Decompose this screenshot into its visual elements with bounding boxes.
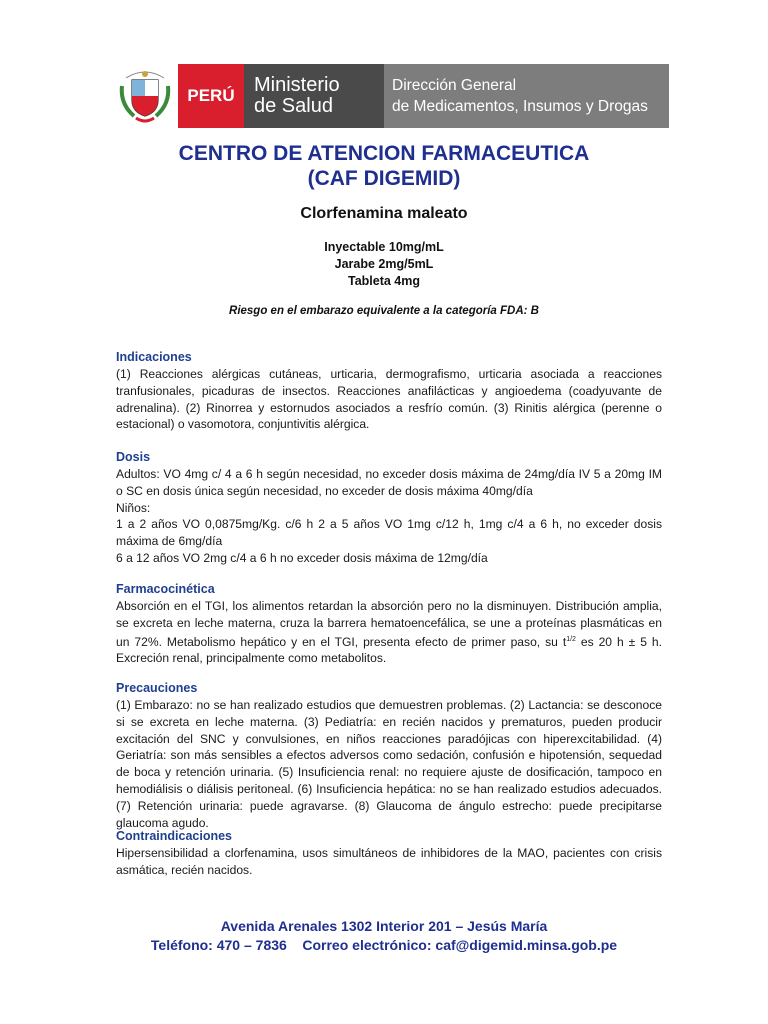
section-farmacocinetica [116, 582, 662, 667]
half-life-superscript: 1/2 [566, 635, 576, 643]
dosage-forms [0, 239, 768, 290]
digemid-label [384, 64, 669, 128]
section-body: (1) Reacciones alérgicas cutáneas, urticaria, dermografismo, urticaria asociada a reacciones tranfusionales, picaduras de insectos. Reacciones anafilácticas y angioedema (coadyuvante de adrenalina). (2) Rinorrea y estornudos asociados a resfrío común. (3) Rinitis alérgica (perenne o estacional) o vasomotora, conjuntivitis alérgica. [116, 367, 662, 432]
dosage-form-item: Inyectable 10mg/mL [324, 240, 444, 254]
section-title: Indicaciones [116, 350, 192, 364]
section-body [116, 466, 662, 567]
digemid-line2: de Medicamentos, Insumos y Drogas [392, 98, 648, 115]
ministerio-line1: Ministerio [254, 74, 340, 96]
ministerio-line2: de Salud [254, 95, 333, 117]
header-banner [112, 64, 669, 128]
footer-address: Avenida Arenales 1302 Interior 201 – Jesús María [220, 918, 548, 934]
section-title: Dosis [116, 450, 151, 464]
section-title: Farmacocinética [116, 582, 215, 596]
section-dosis [116, 450, 662, 567]
dosis-adultos: Adultos: VO 4mg c/ 4 a 6 h según necesidad, no exceder dosis máxima de 24mg/día IV 5 a 20mg IM o SC en dosis única según necesidad, no exceder de dosis máxima 40mg/día [116, 467, 662, 498]
footer [0, 917, 768, 955]
dosage-form-item: Tableta 4mg [347, 274, 420, 288]
ministerio-label [244, 64, 384, 128]
section-body: Hipersensibilidad a clorfenamina, usos simultáneos de inhibidores de la MAO, pacientes con crisis asmática, recién nacidos. [116, 846, 662, 877]
footer-contact [0, 936, 768, 955]
peru-coat-of-arms-icon [112, 64, 178, 128]
farmacocinetica-text-a: Absorción en el TGI, los alimentos retardan la absorción pero no la disminuyen. Distribución amplia, se excreta en leche materna, cruza la barrera hematoencefálica, se une a proteínas plasmáticas en un 72%. Metabolismo hepático y en el TGI, presenta efecto de primer paso, su t [116, 599, 662, 649]
section-indicaciones [116, 350, 662, 433]
digemid-line1: Dirección General [392, 77, 517, 94]
footer-email: Correo electrónico: caf@digemid.minsa.gob.pe [302, 937, 618, 953]
dosage-form-item: Jarabe 2mg/5mL [334, 257, 434, 271]
page-title-line1: CENTRO DE ATENCION FARMACEUTICA [178, 142, 590, 165]
pregnancy-risk: Riesgo en el embarazo equivalente a la categoría FDA: B [229, 305, 539, 317]
page-title-line2: (CAF DIGEMID) [307, 167, 461, 190]
section-precauciones [116, 681, 662, 831]
section-body: (1) Embarazo: no se han realizado estudios que demuestren problemas. (2) Lactancia: se desconoce si se excreta en leche materna. (3) Pediatría: en recién nacidos y prematuros, pueden producir excitación del SNC y convulsiones, en niños reacciones paradójicas con hiperexcitabilidad. (4) Geriatría: son más sensibles a efectos adversos como sedación, confusión e hipotensión, sequedad de boca y retención urinaria. (5) Insuficiencia renal: no requiere ajuste de dosificación, tampoco en hemodiálisis o diálisis peritoneal. (6) Insuficiencia hepática: no se han realizado estudios adecuados. (7) Retención urinaria: puede agravarse. (8) Glaucoma de ángulo estrecho: puede precipitarse glaucoma agudo. [116, 698, 662, 830]
farmacocinetica-text-b: es 20 h ± 5 h. Excreción renal, principalmente como metabolitos. [116, 634, 662, 666]
peru-label: PERÚ [178, 64, 244, 128]
section-contraindicaciones [116, 829, 662, 879]
section-body [116, 598, 662, 667]
dosis-ninos-label: Niños: [116, 500, 151, 515]
section-title: Precauciones [116, 681, 198, 695]
dosis-ninos-2: 6 a 12 años VO 2mg c/4 a 6 h no exceder dosis máxima de 12mg/día [116, 550, 488, 565]
section-title: Contraindicaciones [116, 829, 232, 843]
dosis-ninos-1: 1 a 2 años VO 0,0875mg/Kg. c/6 h 2 a 5 años VO 1mg c/12 h, 1mg c/4 a 6 h, no exceder dosis máxima de 6mg/día [116, 517, 662, 549]
drug-name: Clorfenamina maleato [300, 205, 468, 222]
footer-phone: Teléfono: 470 – 7836 [150, 937, 287, 953]
